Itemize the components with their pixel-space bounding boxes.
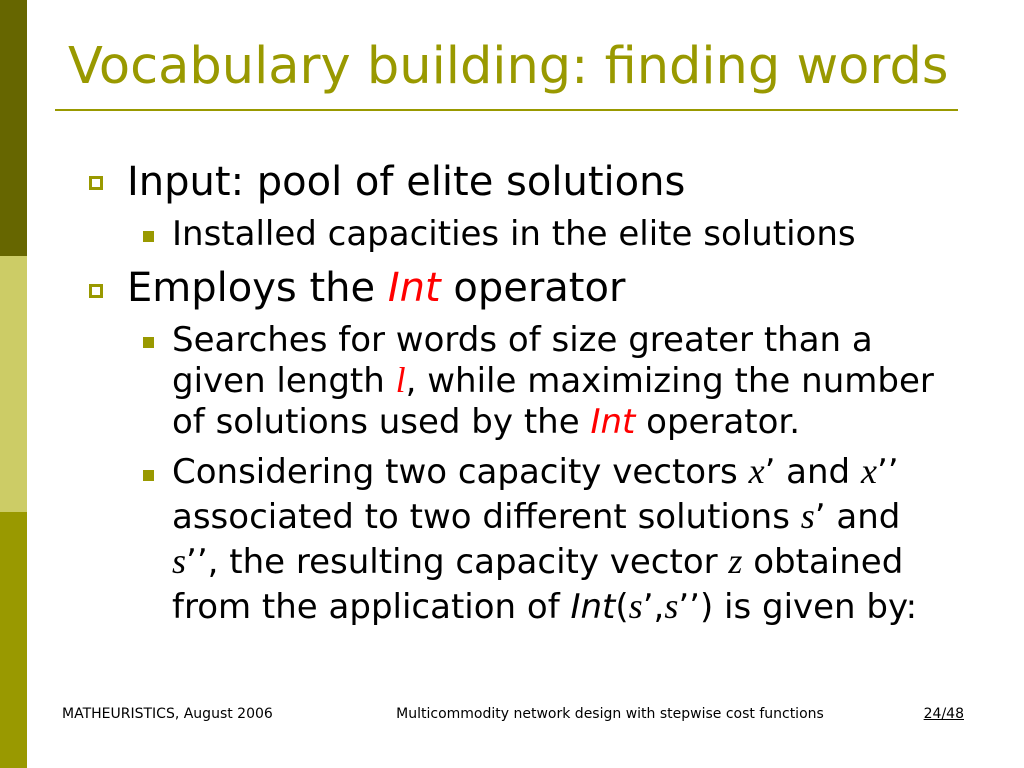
int-operator-name: Int [570,587,616,627]
left-bar-top-segment [0,0,27,256]
bullet-text: from the application of [172,587,571,627]
bullet-text: ’, [642,587,665,627]
bullet-text: Employs the [127,265,388,311]
text-line [172,585,917,630]
variable-x: x [860,451,877,491]
bullet-text: ’’) is given by: [678,587,918,627]
variable-x: x [748,451,765,491]
bullet-text: , while maximizing the number [405,361,934,401]
filled-square-bullet-icon [143,470,154,481]
footer-conference: MATHEURISTICS, August 2006 [62,706,273,722]
left-bar-bottom-segment [0,512,27,768]
filled-square-bullet-icon [143,231,154,242]
bullet-text: ( [615,587,629,627]
title-underline-rule [55,109,958,111]
bullet-item-input [127,158,685,206]
text-line [172,320,934,361]
slide-title: Vocabulary building: finding words [68,37,949,96]
filled-square-bullet-icon [143,337,154,348]
variable-s: s [628,586,643,626]
text-line [172,214,856,255]
bullet-text: Searches for words of size greater than a [172,320,873,360]
variable-l: l [395,360,406,400]
bullet-item-employs [127,264,625,312]
bullet-text: ’’, the resulting capacity vector [186,542,729,582]
bullet-text: operator. [635,402,801,442]
variable-s: s [800,496,815,536]
variable-z: z [728,541,743,581]
text-line [172,402,934,443]
hollow-square-bullet-icon [89,176,103,190]
int-operator-name: Int [387,265,441,311]
bullet-text: given length [172,361,396,401]
subbullet-searches-for-words [172,320,934,443]
bullet-text: Considering two capacity vectors [172,452,749,492]
hollow-square-bullet-icon [89,284,103,298]
text-line [172,540,917,585]
bullet-text: of solutions used by the [172,402,591,442]
bullet-text: Installed capacities in the elite solutions [172,214,856,254]
bullet-text: ’ and [814,497,901,537]
bullet-text: obtained [742,542,904,582]
text-line [172,450,917,495]
variable-s: s [664,586,679,626]
footer-talk-title: Multicommodity network design with stepwise cost functions [396,706,824,722]
bullet-text: operator [440,265,626,311]
bullet-text: ’ and [764,452,861,492]
left-bar-middle-segment [0,256,27,512]
bullet-text: ’’ [876,452,899,492]
variable-s: s [172,541,187,581]
slide-number: 24/48 [923,706,964,722]
bullet-text: Input: pool of elite solutions [127,159,686,205]
subbullet-installed-capacities [172,214,856,255]
int-operator-name: Int [590,402,636,442]
subbullet-considering-capacity-vectors [172,450,917,630]
bullet-text: associated to two different solutions [172,497,801,537]
text-line [172,495,917,540]
text-line [172,361,934,402]
